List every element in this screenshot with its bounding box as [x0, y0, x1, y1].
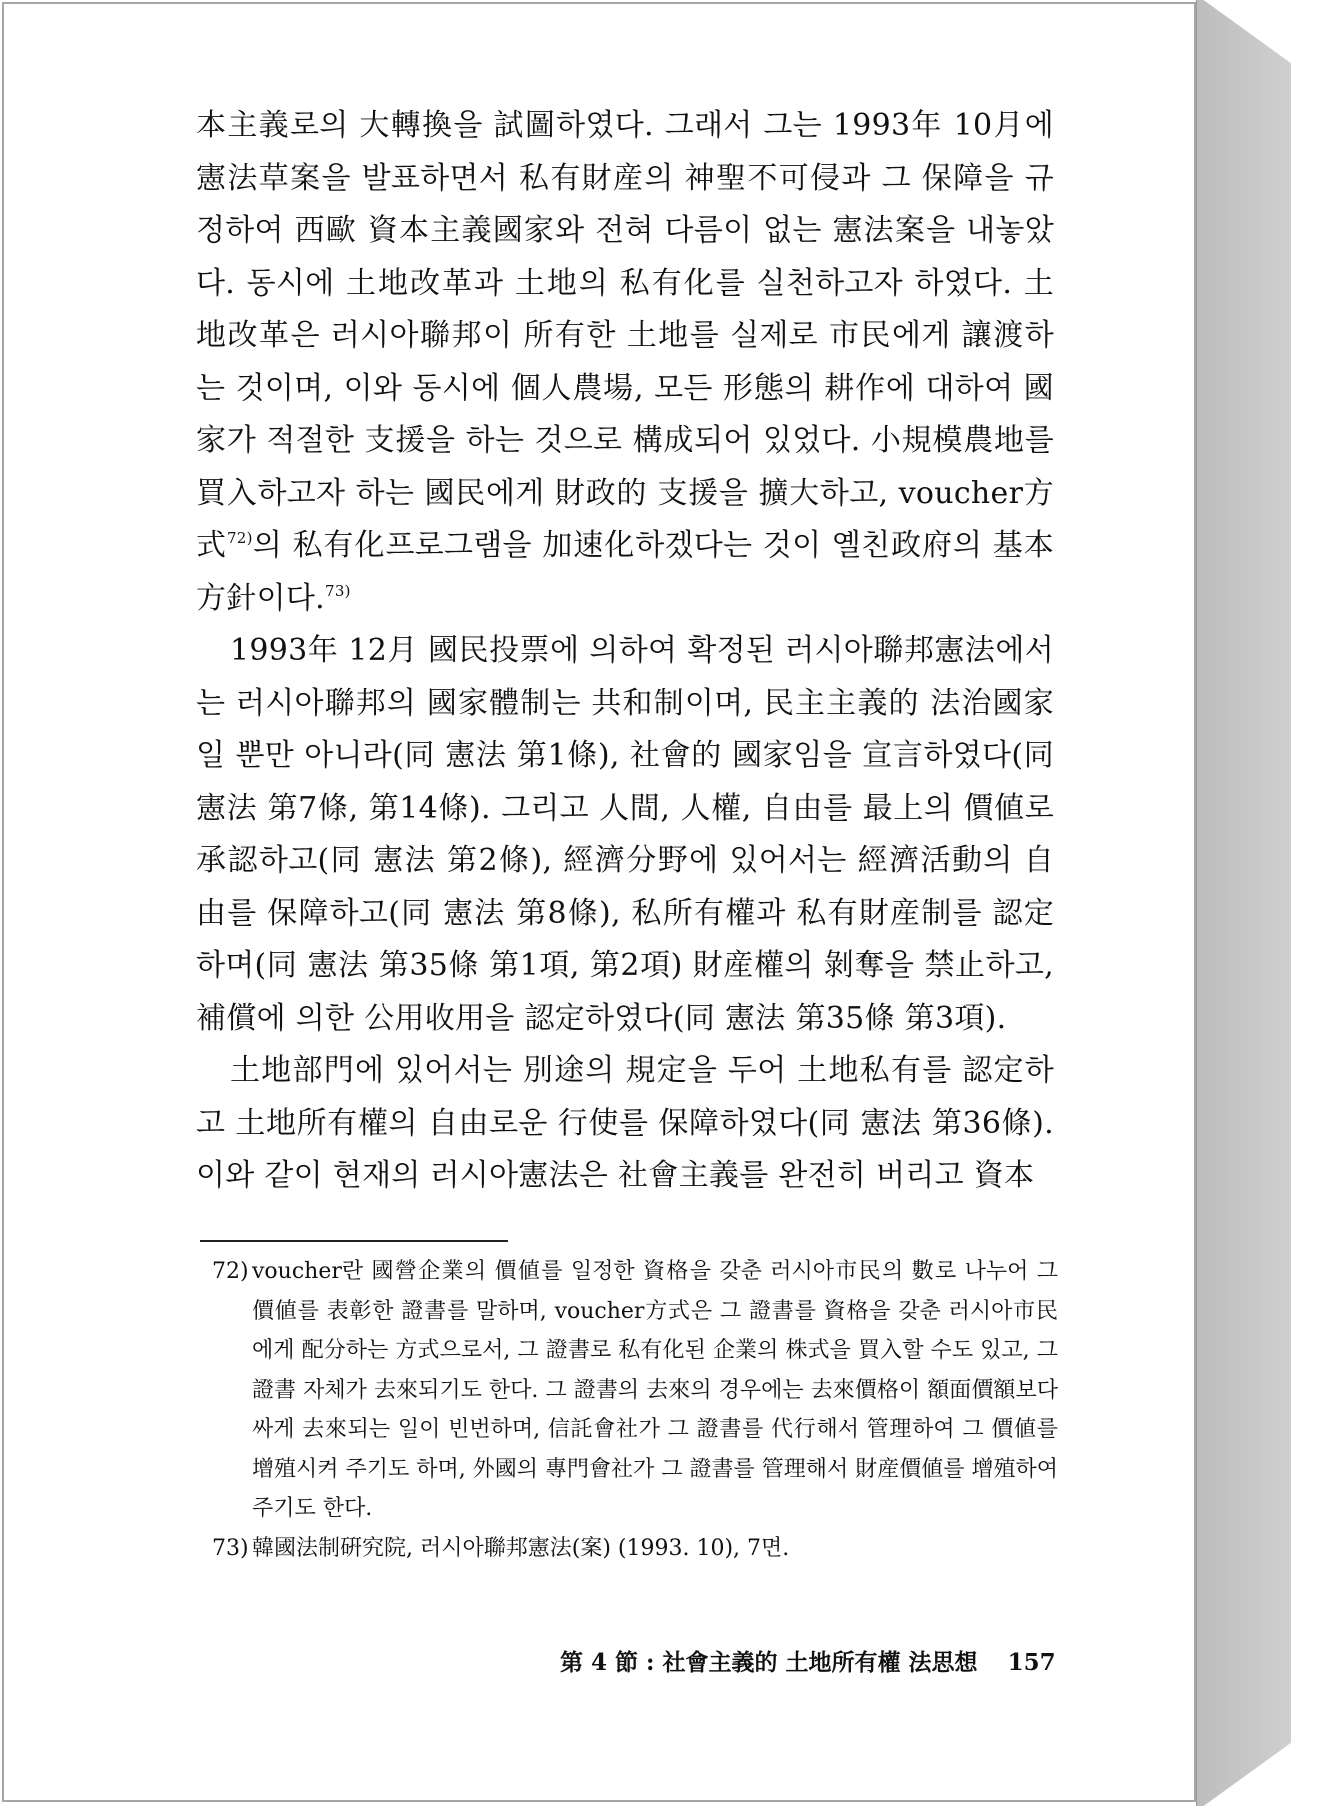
page-edge-shadow [1196, 0, 1291, 1806]
footnote-73 [212, 1529, 1058, 1569]
footnote-text: voucher란 國營企業의 價値를 일정한 資格을 갖춘 러시아市民의 數로 나누어 그 價値를 表彰한 證書를 말하며, voucher方式은 그 證書를 資格을 갖춘 러시아市民에게 配分하는 方式으로서, 그 證書로 私有化된 企業의 株式을 買入할 수도 있고, 그 證書 자체가 去來되기도 한다. 그 證書의 去來의 경우에는 去來價格이 額面價額보다 싸게 去來되는 일이 빈번하며, 信託會社가 그 證書를 代行해서 管理하여 그 價値를 增殖시켜 주기도 하며, 外國의 專門會社가 그 證書를 管理해서 財産價値를 增殖하여 주기도 한다. [252, 1259, 1058, 1521]
body-text [196, 100, 1054, 1203]
book-page [2, 2, 1196, 1802]
footnote-72 [212, 1252, 1058, 1529]
paragraph-2: 1993年 12月 國民投票에 의하여 확정된 러시아聯邦憲法에서는 러시아聯邦의 國家體制는 共和制이며, 民主主義的 法治國家일 뿐만 아니라(同 憲法 第1條), 社會的 國家임을 宣言하였다(同 憲法 第7條, 第14條). 그리고 人間, 人權, 自由를 最上의 價値로 承認하고(同 憲法 第2條), 經濟分野에 있어서는 經濟活動의 自由를 保障하고(同 憲法 第8條), 私所有權과 私有財産制를 認定하며(同 憲法 第35條 第1項, 第2項) 財産權의 剝奪을 禁止하고, 補償에 의한 公用收用을 認定하였다(同 憲法 第35條 第3項). [196, 633, 1054, 1036]
footnote-ref-72: 72) [226, 529, 253, 547]
page-number: 157 [1007, 1649, 1056, 1676]
paragraph-1 [196, 100, 1054, 625]
paragraph-1-text: 本主義로의 大轉換을 試圖하였다. 그래서 그는 1993年 10月에 憲法草案을 발표하면서 私有財産의 神聖不可侵과 그 保障을 규정하여 西歐 資本主義國家와 전혀 다름이 없는 憲法案을 내놓았다. 동시에 土地改革과 土地의 私有化를 실천하고자 하였다. 土地改革은 러시아聯邦이 所有한 土地를 실제로 市民에게 讓渡하는 것이며, 이와 동시에 個人農場, 모든 形態의 耕作에 대하여 國家가 적절한 支援을 하는 것으로 構成되어 있었다. 小規模農地를 買入하고자 하는 國民에게 財政的 支援을 擴大하고, voucher方式 [196, 108, 1054, 563]
running-head: 第 4 節 : 社會主義的 土地所有權 法思想 [560, 1649, 978, 1676]
paragraph-1-tail: 의 私有化프로그램을 加速化하겠다는 것이 옐친政府의 基本方針이다. [196, 528, 1054, 616]
paragraph-3: 土地部門에 있어서는 別途의 規定을 두어 土地私有를 認定하고 土地所有權의 自由로운 行使를 保障하였다(同 憲法 第36條). 이와 같이 현재의 러시아憲法은 社會主義를 완전히 버리고 資本 [196, 1053, 1054, 1193]
footnote-number: 72) [212, 1259, 249, 1284]
footnote-divider [200, 1240, 508, 1242]
footnote-text: 韓國法制硏究院, 러시아聯邦憲法(案) (1993. 10), 7면. [252, 1535, 790, 1561]
footnotes [212, 1252, 1058, 1568]
running-footer [560, 1644, 1056, 1677]
footnote-ref-73: 73) [325, 581, 351, 600]
footnote-number: 73) [212, 1535, 249, 1561]
